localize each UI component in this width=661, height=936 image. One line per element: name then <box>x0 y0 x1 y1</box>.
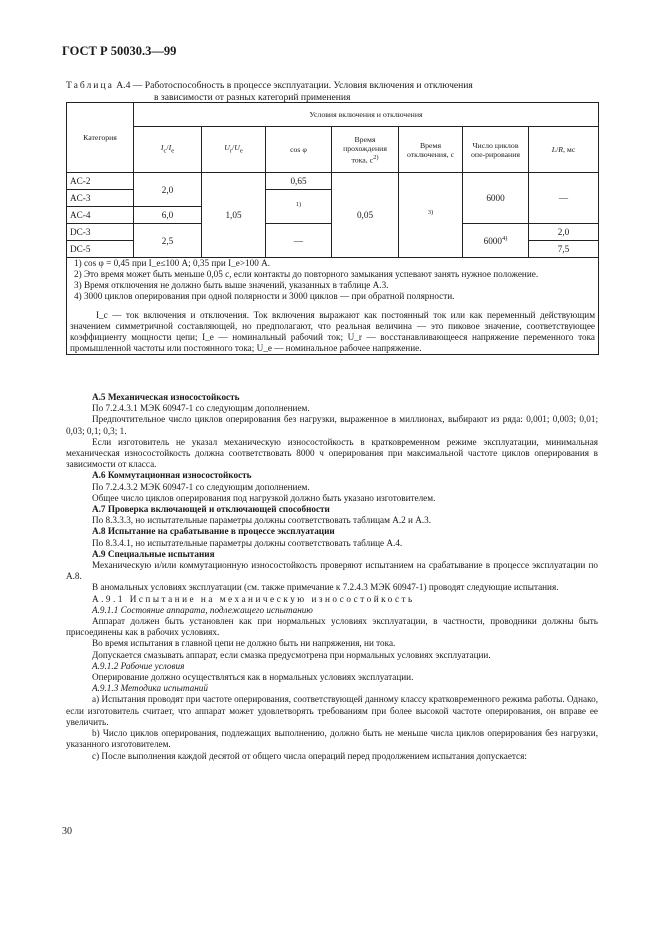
body-paragraph: А.9.1.1 Состояние аппарата, подлежащего испытанию <box>92 604 313 615</box>
document-body <box>66 392 598 762</box>
table-label: Таблица <box>66 80 114 91</box>
body-paragraph: По 7.2.4.3.2 МЭК 60947-1 со следующим дополнением. <box>92 481 310 492</box>
head-cycles: Число циклов опе-рирования <box>463 127 529 173</box>
row-dc5: DC-5 <box>67 241 134 258</box>
body-paragraph: Допускается смазывать аппарат, если смазка предусмотрена при нормальных условиях эксплуатации. <box>92 649 491 660</box>
body-paragraph: В аномальных условиях эксплуатации (см. также примечание к 7.2.4.3 МЭК 60947-1) проводят следующие испытания. <box>92 582 559 593</box>
head-lr: L/R, мс <box>529 127 599 173</box>
table-notes <box>67 258 599 355</box>
body-paragraph: Если изготовитель не указал механическую износостойкость в кратковременном режиме эксплуатации, минимальная механическая износостойкость должна соответствовать 8000 ч оперирования при максимальной частоте циклов оперирования в зависимости от класса. <box>66 436 598 470</box>
head-cos-phi: cos φ <box>266 127 332 173</box>
body-paragraph: А.6 Коммутационная износостойкость <box>92 470 252 481</box>
body-paragraph: По 7.2.4.3.1 МЭК 60947-1 со следующим дополнением. <box>92 403 310 414</box>
body-paragraph: А.8 Испытание на срабатывание в процессе эксплуатации <box>92 526 335 537</box>
head-conduction-time: Время прохождения тока, $с^{2)}$ <box>332 127 399 173</box>
cell-lr-dc5: 7,5 <box>529 241 599 258</box>
page-number: 30 <box>62 826 72 837</box>
head-ur-ue: $U_r/U_e$ <box>202 127 266 173</box>
note-3: 3) Время отключения не должно быть выше значений, указанных в таблице А.3. <box>74 280 389 290</box>
cell-cycles-dc: 6000$^{4)}$ <box>463 224 529 258</box>
cell-cos-ac2: 0,65 <box>266 173 332 190</box>
cell-cycles-ac: 6000 <box>463 173 529 224</box>
body-paragraph: Общее число циклов оперирования под нагрузкой должно быть указано изготовителем. <box>92 492 436 503</box>
body-paragraph: Механическую и/или коммутационную износостойкость проверяют испытанием на срабатывание в процессе эксплуатации по А.8. <box>66 560 598 582</box>
head-break-time: Время отключения, с <box>399 127 463 173</box>
body-paragraph: А.5 Механическая износостойкость <box>92 392 240 402</box>
body-paragraph: По 8.3.3.3, но испытательные параметры должны соответствовать таблицам А.2 и А.3. <box>92 515 432 526</box>
cell-ic-dc: 2,5 <box>134 224 202 258</box>
body-paragraph: с) После выполнения каждой десятой от общего числа операций перед продолжением испытания допускается: <box>92 750 527 761</box>
head-conditions: Условия включения и отключения <box>134 103 599 127</box>
body-paragraph: b) Число циклов оперирования, подлежащих выполнению, должно быть не меньше числа циклов оперирования без нагрузки, указанного изготовителем. <box>66 728 598 750</box>
note-1: 1) cos φ = 0,45 при I_e≤100 А; 0,35 при I_e>100 А. <box>74 258 271 268</box>
cell-lr-dc3: 2,0 <box>529 224 599 241</box>
head-ic-ie: $I_c/I_e$ <box>134 127 202 173</box>
head-category: Категория <box>67 103 134 173</box>
row-ac4: AC-4 <box>67 207 134 224</box>
row-dc3: DC-3 <box>67 224 134 241</box>
body-paragraph: А.7 Проверка включающей и отключающей способности <box>92 504 330 515</box>
table-title-line2: в зависимости от разных категорий применения <box>154 91 351 103</box>
body-paragraph: А.9.1 Испытание на механическую износостойкость <box>92 593 415 604</box>
body-paragraph: По 8.3.4.1, но испытательные параметры должны соответствовать таблице А.4. <box>92 537 403 548</box>
cell-ic-ac: 2,0 <box>134 173 202 207</box>
cell-lr-ac: — <box>529 173 599 224</box>
body-paragraph: Предпочтительное число циклов оперирования без нагрузки, выраженное в миллионах, выбирают из ряда: 0,001; 0,003; 0,01; 0,03; 0,1; 0,3; 1. <box>66 414 598 436</box>
table-title-line1: — Работоспособность в процессе эксплуатации. Условия включения и отключения <box>132 80 473 91</box>
table-definitions: I_c — ток включения и отключения. Ток включения выражают как постоянный ток или как переменный действующим значением симметричной составляющей, но предполагают, что реальная величина — это пиковое значение, соответствующее коэффициенту мощности цепи; I_e — номинальный рабочий ток; U_r — восстанавливающееся напряжение переменного тока промышленной частоты или постоянного тока; U_e — номинальное рабочее напряжение. <box>70 310 596 353</box>
cell-ic-ac4: 6,0 <box>134 207 202 224</box>
body-paragraph: Во время испытания в главной цепи не должно быть ни напряжения, ни тока. <box>92 638 396 649</box>
body-paragraph: Оперирование должно осуществляться как в нормальных условиях эксплуатации. <box>92 672 414 683</box>
body-paragraph: А.9 Специальные испытания <box>92 548 215 559</box>
operational-performance-table <box>66 102 599 355</box>
body-paragraph: Аппарат должен быть установлен как при нормальных условиях эксплуатации, в частности, проводники должны быть присоединены как в рабочих условиях. <box>66 616 598 638</box>
row-ac2: AC-2 <box>67 173 134 190</box>
standard-header: ГОСТ Р 50030.3—99 <box>62 44 177 58</box>
table-caption <box>66 80 606 103</box>
cell-time: 0,05 <box>332 173 399 258</box>
body-paragraph: а) Испытания проводят при частоте оперирования, соответствующей данному классу кратковременного режима работы. Однако, если изготовитель считает, что аппарат может удовлетворять требованиям при более высокой частоте оперирования, он вправе ее увеличить. <box>66 694 598 727</box>
note-2: 2) Это время может быть меньше 0,05 с, если контакты до повторного замыкания успевают занять нужное положение. <box>74 269 539 279</box>
body-paragraph: А.9.1.3 Методика испытаний <box>92 683 208 694</box>
note-4: 4) 3000 циклов оперирования при одной полярности и 3000 циклов — при обратной полярности. <box>74 291 455 301</box>
cell-cos-note: 1) <box>266 190 332 224</box>
cell-ur: 1,05 <box>202 173 266 258</box>
cell-break-time: 3) <box>399 173 463 258</box>
table-number: А.4 <box>116 80 131 91</box>
row-ac3: AC-3 <box>67 190 134 207</box>
cell-cos-dc: — <box>266 224 332 258</box>
body-paragraph: А.9.1.2 Рабочие условия <box>92 660 185 671</box>
